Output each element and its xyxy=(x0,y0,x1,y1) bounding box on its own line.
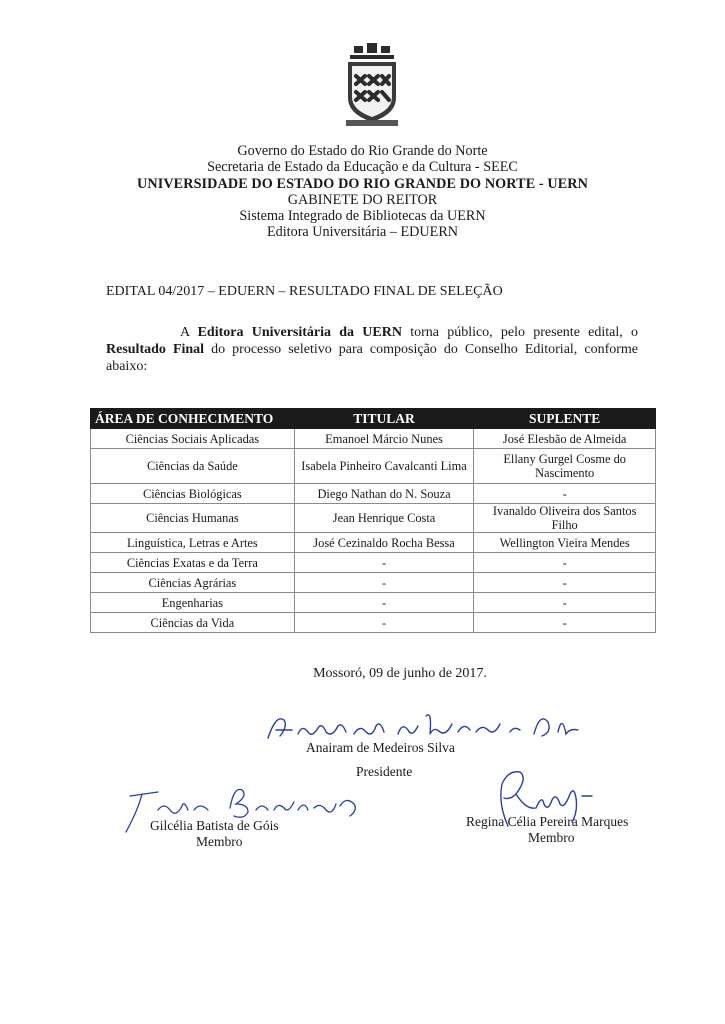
table-row xyxy=(91,573,656,593)
cell-suplente: Ellany Gurgel Cosme do Nascimento xyxy=(474,449,656,484)
paragraph-text-3: do processo seletivo para composição do Conselho Editorial, conforme abaixo: xyxy=(106,342,638,374)
cell-titular: - xyxy=(294,573,474,593)
cell-suplente: Wellington Vieira Mendes xyxy=(474,533,656,553)
cell-area: Ciências da Saúde xyxy=(91,449,295,484)
cell-area: Ciências Exatas e da Terra xyxy=(91,553,295,573)
table-row xyxy=(91,504,656,533)
cell-titular: - xyxy=(294,613,474,633)
table-row xyxy=(91,449,656,484)
column-header-area: ÁREA DE CONHECIMENTO xyxy=(91,409,295,429)
table-row xyxy=(91,429,656,449)
paragraph-text-2: torna público, pelo presente edital, o xyxy=(401,325,638,340)
header-line-office: GABINETE DO REITOR xyxy=(287,191,438,208)
paragraph-bold-result: Resultado Final xyxy=(106,342,205,357)
cell-area: Ciências Sociais Aplicadas xyxy=(91,429,295,449)
cell-area: Linguística, Letras e Artes xyxy=(91,533,295,553)
member1-name: Gilcélia Batista de Góis xyxy=(150,818,279,833)
cell-suplente: - xyxy=(474,593,656,613)
column-header-titular: TITULAR xyxy=(294,409,474,429)
president-role: Presidente xyxy=(356,764,413,779)
table-row xyxy=(91,553,656,573)
paragraph-text-1: A xyxy=(180,325,198,340)
header-line-library-system: Sistema Integrado de Bibliotecas da UERN xyxy=(239,208,486,225)
cell-suplente: Ivanaldo Oliveira dos Santos Filho xyxy=(474,504,656,533)
institution-header xyxy=(0,143,725,241)
header-line-government: Governo do Estado do Rio Grande do Norte xyxy=(237,143,488,159)
header-line-secretariat: Secretaria de Estado da Educação e da Cultura - SEEC xyxy=(207,159,518,176)
table-header-row xyxy=(91,409,656,429)
cell-suplente: José Elesbão de Almeida xyxy=(474,429,656,449)
cell-titular: Diego Nathan do N. Souza xyxy=(294,484,474,504)
member2-name: Regina Célia Pereira Marques xyxy=(466,814,629,829)
cell-suplente: - xyxy=(474,613,656,633)
member2-role: Membro xyxy=(528,830,575,845)
cell-suplente: - xyxy=(474,553,656,573)
cell-suplente: - xyxy=(474,573,656,593)
table-row xyxy=(91,533,656,553)
cell-area: Engenharias xyxy=(91,593,295,613)
cell-area: Ciências Humanas xyxy=(91,504,295,533)
edital-title: EDITAL 04/2017 – EDUERN – RESULTADO FINAL DE SELEÇÃO xyxy=(106,284,503,299)
cell-suplente: - xyxy=(474,484,656,504)
cell-titular: Isabela Pinheiro Cavalcanti Lima xyxy=(294,449,474,484)
results-table xyxy=(90,408,656,633)
header-line-university: UNIVERSIDADE DO ESTADO DO RIO GRANDE DO NORTE - UERN xyxy=(137,175,588,192)
member1-role: Membro xyxy=(196,834,243,849)
table-row xyxy=(91,484,656,504)
paragraph-bold-publisher: Editora Universitária da UERN xyxy=(197,325,402,340)
table-row xyxy=(91,593,656,613)
president-name: Anairam de Medeiros Silva xyxy=(306,740,455,755)
cell-titular: - xyxy=(294,593,474,613)
date-line: Mossoró, 09 de junho de 2017. xyxy=(313,666,487,681)
column-header-suplente: SUPLENTE xyxy=(474,409,656,429)
cell-titular: Emanoel Márcio Nunes xyxy=(294,429,474,449)
cell-titular: - xyxy=(294,553,474,573)
cell-area: Ciências Biológicas xyxy=(91,484,295,504)
cell-area: Ciências Agrárias xyxy=(91,573,295,593)
cell-titular: Jean Henrique Costa xyxy=(294,504,474,533)
cell-area: Ciências da Vida xyxy=(91,613,295,633)
uern-crest-logo xyxy=(340,40,404,130)
announcement-paragraph xyxy=(106,324,638,375)
table-row xyxy=(91,613,656,633)
header-line-publisher: Editora Universitária – EDUERN xyxy=(266,224,459,241)
cell-titular: José Cezinaldo Rocha Bessa xyxy=(294,533,474,553)
